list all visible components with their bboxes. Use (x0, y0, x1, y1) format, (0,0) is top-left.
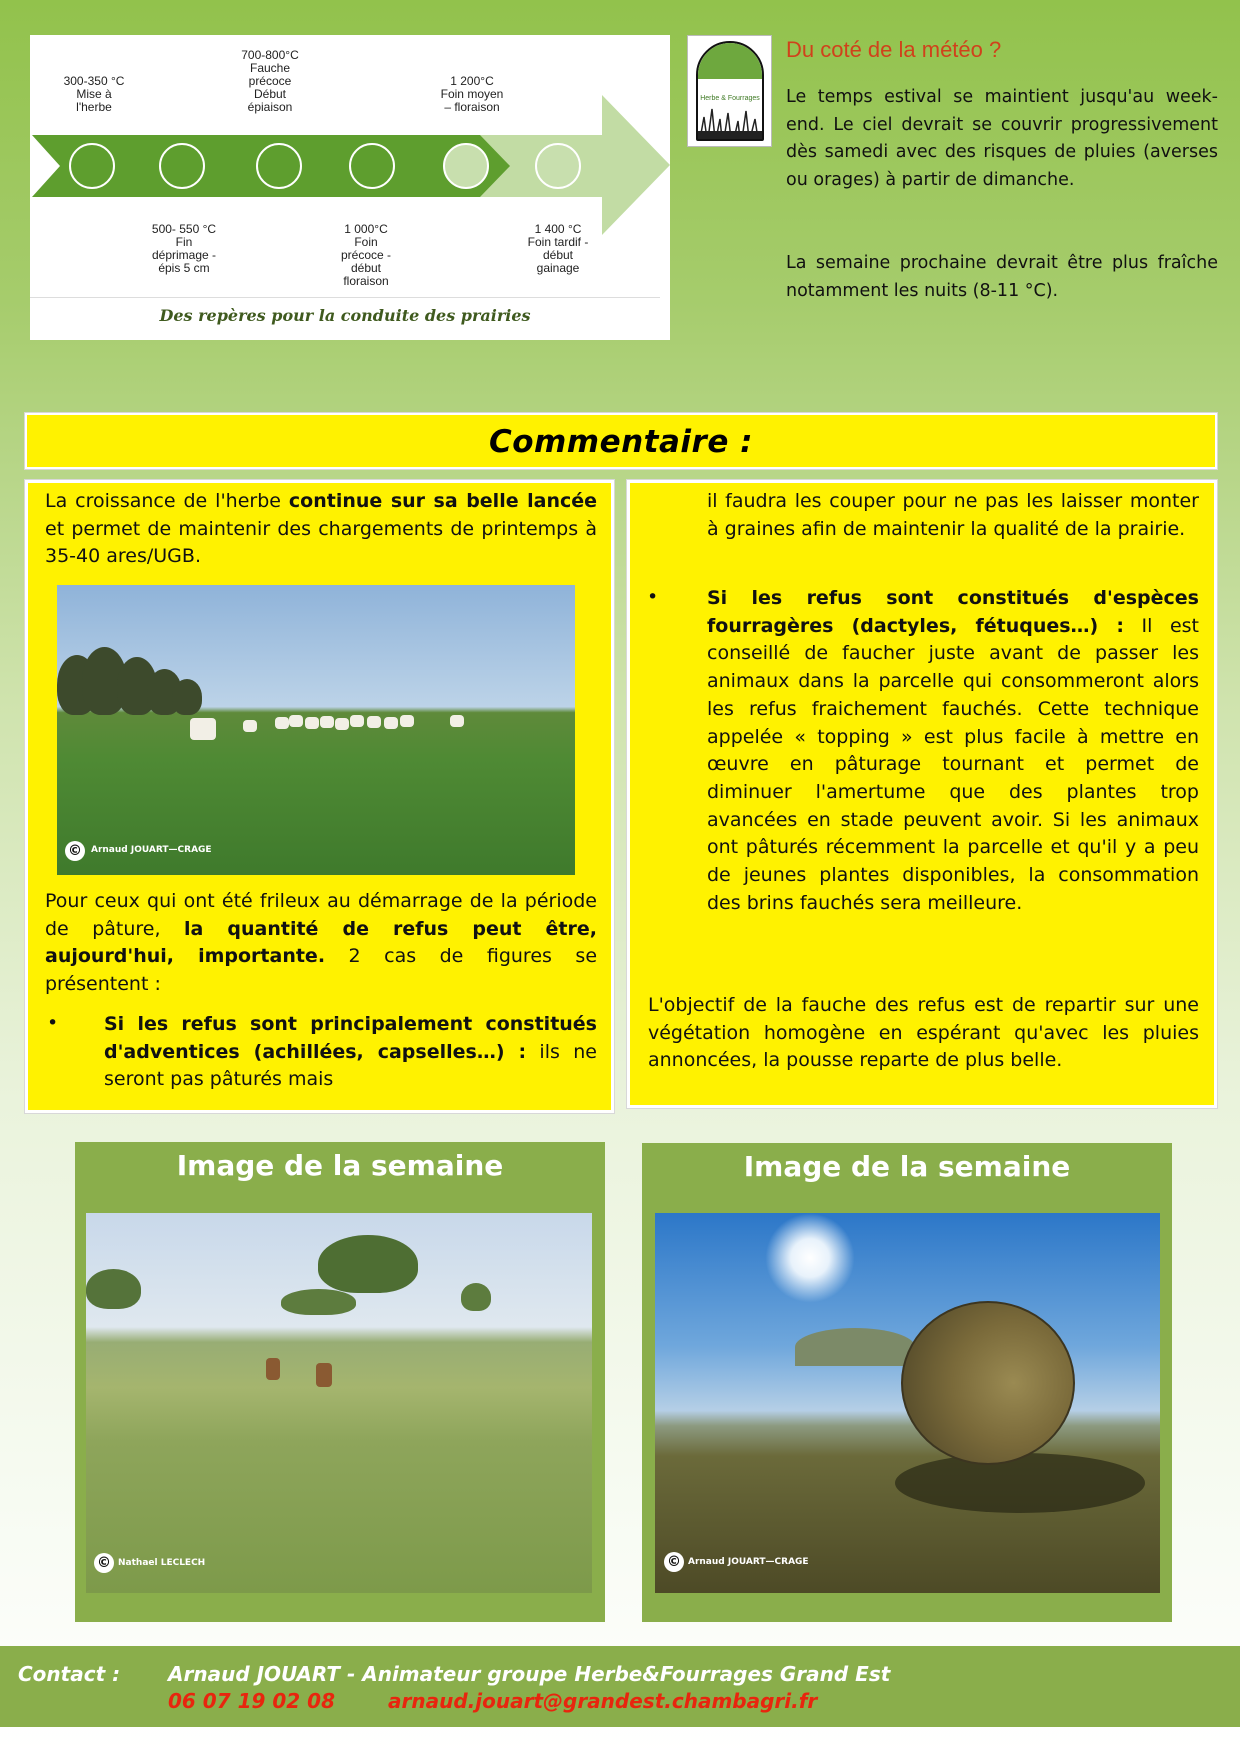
contact-label: Contact : (18, 1662, 121, 1686)
hay-bale-photo (655, 1213, 1160, 1593)
grass-icon (698, 79, 762, 139)
bullet-icon: • (47, 1012, 59, 1034)
commentaire-title: Commentaire : (488, 424, 754, 460)
timeline-label-top-3: 1 200°C Foin moyen – floraison (440, 74, 504, 114)
stage-circle (256, 143, 302, 189)
timeline-label-bottom-2: 1 000°C Foin précoce - début floraison (340, 222, 392, 288)
timeline-label-bottom-1: 500- 550 °C Fin déprimage - épis 5 cm (151, 222, 217, 275)
stage-circle (535, 143, 581, 189)
stage-circle (159, 143, 205, 189)
meteo-paragraph-2: La semaine prochaine devrait être plus fraîche notamment les nuits (8-11 °C). (786, 253, 1218, 301)
meteo-paragraph-1: Le temps estival se maintient jusqu'au week-end. Le ciel devrait se couvrir progressivement dès samedi avec des risques de pluies (averses ou orages) à partir de dimanche. (786, 87, 1218, 190)
copyright-icon: © (65, 841, 85, 861)
contact-name: Arnaud JOUART - Animateur groupe Herbe&Fourrages Grand Est (168, 1662, 891, 1686)
left-paragraph-2: Pour ceux qui ont été frileux au démarrage de la période de pâture, la quantité de refus peut être, aujourd'hui, importante. 2 cas de figures se présentent : (45, 890, 598, 996)
photo-credit: Arnaud JOUART—CRAGE (91, 845, 212, 855)
bullet-icon: • (647, 586, 659, 608)
copyright-icon: © (664, 1552, 684, 1572)
right-bullet-1-continued: il faudra les couper pour ne pas les laisser monter à graines afin de maintenir la qualité de la prairie. (707, 490, 1199, 540)
deer-field-photo (86, 1213, 592, 1593)
left-bullet-1: Si les refus sont principalement constitués d'adventices (achillées, capselles…) : ils ne seront pas pâturés mais (104, 1013, 597, 1091)
copyright-icon: © (94, 1553, 114, 1573)
image-title: Image de la semaine (176, 1149, 504, 1182)
left-intro-paragraph: La croissance de l'herbe continue sur sa belle lancée et permet de maintenir des chargements de printemps à 35-40 ares/UGB. (45, 490, 598, 568)
contact-bar (0, 1646, 1240, 1727)
logo-text: Herbe & Fourrages (700, 95, 760, 102)
contact-email-link[interactable]: arnaud.jouart@grandest.chambagri.fr (388, 1689, 818, 1713)
timeline-label-top-2: 700-800°C Fauche précoce Début épiaison (241, 48, 299, 114)
commentaire-header (25, 413, 1217, 469)
right-bullet-2: Si les refus sont constitués d'espèces fourragères (dactyles, fétuques…) : Il est conseillé de faucher juste avant de passer les animaux dans la parcelle qui consommeront alors les refus fraichement fauchés. Cette technique appelée « topping » est plus facile à mettre en œuvre en pâturage tournant et permet de diminuer l'amertume que des plantes trop avancées en stade peuvent avoir. Si les animaux ont pâturés récemment la parcelle et qu'il y a peu de jeunes plantes disponibles, la consommation des brins fauchés sera meilleure. (707, 587, 1199, 914)
image-of-week-right (642, 1143, 1172, 1622)
photo-credit: Arnaud JOUART—CRAGE (688, 1557, 809, 1567)
timeline-label-top-1: 300-350 °C Mise à l'herbe (63, 74, 125, 114)
timeline-figure (30, 35, 670, 340)
stage-circle (69, 143, 115, 189)
herbe-fourrages-logo (687, 35, 772, 147)
photo-credit: Nathael LECLECH (118, 1558, 206, 1568)
timeline-label-bottom-3: 1 400 °C Foin tardif - début gainage (527, 222, 589, 275)
cows-pasture-photo (57, 585, 575, 875)
image-of-week-left (75, 1142, 605, 1622)
image-title: Image de la semaine (743, 1150, 1071, 1183)
timeline-caption: Des repères pour la conduite des prairies (30, 297, 660, 334)
stage-circle (443, 143, 489, 189)
right-conclusion: L'objectif de la fauche des refus est de repartir sur une végétation homogène en espérant qu'avec les pluies annoncées, la pousse reparte de plus belle. (648, 994, 1199, 1072)
meteo-title: Du coté de la météo ? (786, 37, 1002, 62)
stage-circle (349, 143, 395, 189)
contact-phone[interactable]: 06 07 19 02 08 (168, 1689, 336, 1713)
